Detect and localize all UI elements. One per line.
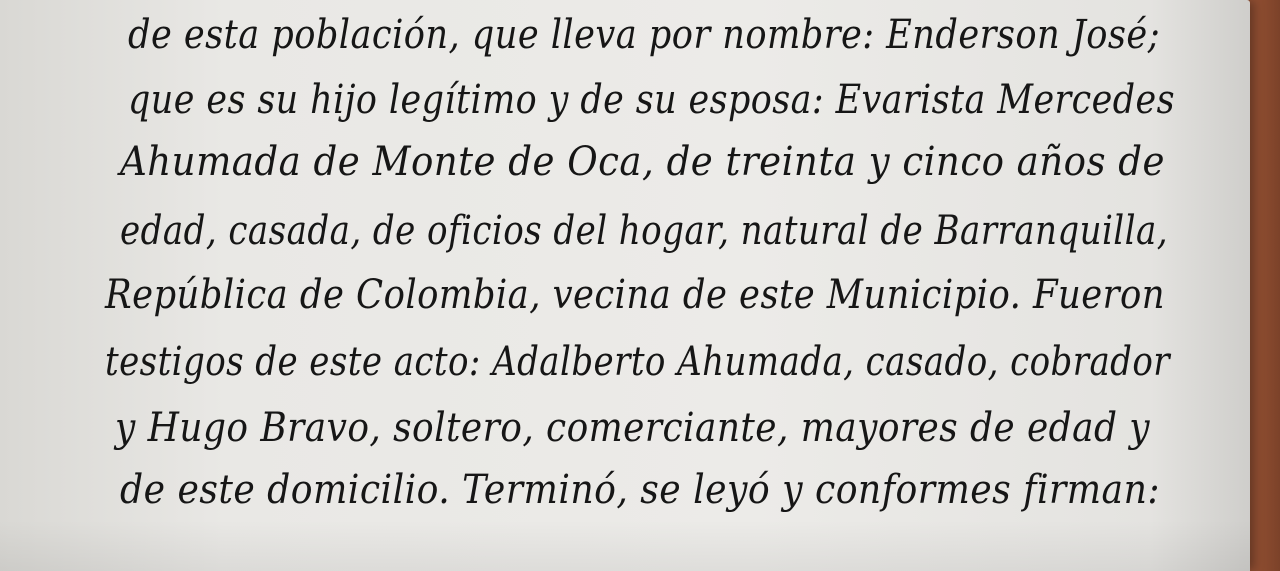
handwritten-line-6: testigos de este acto: Adalberto Ahumada, casado, cobrador	[105, 339, 1170, 385]
handwritten-line-1: de esta población, que lleva por nombre: Enderson José;	[128, 12, 1160, 58]
handwritten-line-5: República de Colombia, vecina de este Municipio. Fueron	[105, 272, 1165, 318]
handwritten-line-7: y Hugo Bravo, soltero, comerciante, mayores de edad y	[115, 405, 1150, 451]
handwritten-line-8: de este domicilio. Terminó, se leyó y conformes firman:	[120, 467, 1160, 513]
handwritten-line-4: edad, casada, de oficios del hogar, natural de Barranquilla,	[120, 208, 1168, 254]
handwritten-line-2: que es su hijo legítimo y de su esposa: Evarista Mercedes	[128, 77, 1175, 123]
handwritten-line-3: Ahumada de Monte de Oca, de treinta y cinco años de	[120, 139, 1165, 185]
paper-shadow	[0, 520, 1250, 571]
